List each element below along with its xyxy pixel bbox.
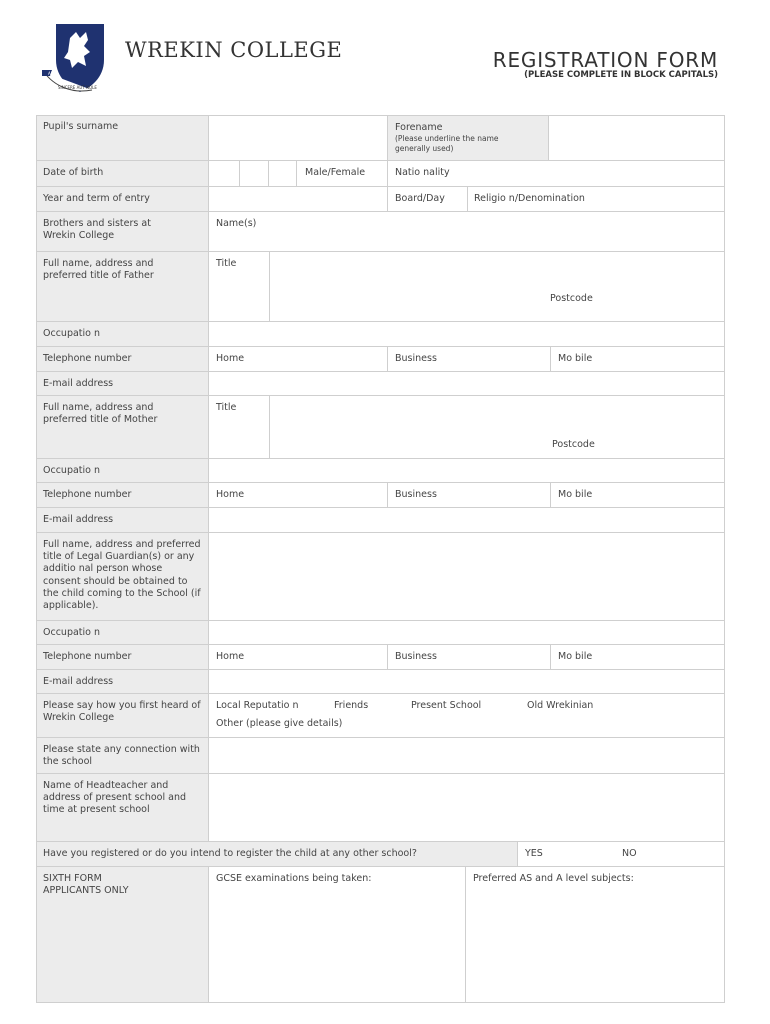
pupil-surname-label: Pupil's surname: [36, 115, 209, 161]
connection-label: Please state any connection with the school: [36, 738, 209, 774]
father-occupation-label: Occupatio n: [36, 322, 209, 347]
heard-label: Please say how you first heard of Wrekin College: [36, 694, 209, 738]
father-home-phone-field[interactable]: Home: [209, 347, 388, 372]
headteacher-field[interactable]: [209, 774, 725, 842]
mother-occupation-label: Occupatio n: [36, 459, 209, 483]
no-option[interactable]: NO: [622, 848, 637, 859]
guardian-email-field[interactable]: [209, 670, 725, 694]
option-present-school[interactable]: Present School: [411, 700, 482, 711]
guardian-mobile-field[interactable]: Mo bile: [551, 645, 725, 670]
crest-text: ADV: [48, 71, 57, 76]
guardian-occupation-label: Occupatio n: [36, 621, 209, 645]
guardian-email-label: E-mail address: [36, 670, 209, 694]
dob-month-field[interactable]: [240, 161, 269, 187]
siblings-names-field[interactable]: Name(s): [209, 212, 725, 252]
year-term-field[interactable]: [209, 187, 388, 212]
headteacher-label: Name of Headteacher and address of present school and time at present school: [36, 774, 209, 842]
mother-email-field[interactable]: [209, 508, 725, 533]
guardian-business-phone-field[interactable]: Business: [388, 645, 551, 670]
dob-year-field[interactable]: [269, 161, 297, 187]
option-friends[interactable]: Friends: [334, 700, 369, 711]
father-mobile-field[interactable]: Mo bile: [551, 347, 725, 372]
mother-telephone-label: Telephone number: [36, 483, 209, 508]
other-school-answer[interactable]: [518, 842, 725, 867]
mother-business-phone-field[interactable]: Business: [388, 483, 551, 508]
crest-motto: SINCERE AUT NOLE: [58, 85, 97, 90]
guardian-home-phone-field[interactable]: Home: [209, 645, 388, 670]
option-other-details[interactable]: Other (please give details): [216, 718, 343, 729]
form-subtitle: (PLEASE COMPLETE IN BLOCK CAPITALS): [524, 70, 718, 80]
pupil-surname-field[interactable]: [209, 115, 388, 161]
option-local-reputation[interactable]: Local Reputatio n: [216, 700, 299, 711]
form-title: REGISTRATION FORM: [492, 48, 718, 72]
mother-mobile-field[interactable]: Mo bile: [551, 483, 725, 508]
year-term-label: Year and term of entry: [36, 187, 209, 212]
yes-option[interactable]: YES: [525, 848, 543, 859]
heard-options-field[interactable]: [209, 694, 725, 738]
siblings-label: Brothers and sisters at Wrekin College: [36, 212, 209, 252]
father-postcode-label: Postcode: [550, 293, 593, 304]
father-occupation-field[interactable]: [209, 322, 725, 347]
forename-label: Forename (Please underline the name generally used): [388, 115, 549, 161]
connection-field[interactable]: [209, 738, 725, 774]
option-old-wrekinian[interactable]: Old Wrekinian: [527, 700, 594, 711]
mother-occupation-field[interactable]: [209, 459, 725, 483]
guardian-occupation-field[interactable]: [209, 621, 725, 645]
father-address-field[interactable]: [270, 252, 725, 322]
guardian-telephone-label: Telephone number: [36, 645, 209, 670]
forename-note: (Please underline the name generally used): [395, 134, 499, 153]
religion-field[interactable]: Religio n/Denomination: [468, 187, 725, 212]
guardian-label: Full name, address and preferred title of Legal Guardian(s) or any additio nal person whose consent should be obtained to the child coming to the School (if applicable).: [36, 533, 209, 621]
college-crest: [40, 20, 110, 96]
board-day-field[interactable]: Board/Day: [388, 187, 468, 212]
nationality-field[interactable]: Natio nality: [388, 161, 725, 187]
father-business-phone-field[interactable]: Business: [388, 347, 551, 372]
registration-form-grid: [36, 115, 725, 1003]
mother-address-field[interactable]: [270, 396, 725, 459]
college-name: WREKIN COLLEGE: [125, 38, 343, 62]
gcse-field[interactable]: GCSE examinations being taken:: [209, 867, 466, 1003]
male-female-field[interactable]: Male/Female: [297, 161, 388, 187]
father-title-field[interactable]: Title: [209, 252, 270, 322]
mother-email-label: E-mail address: [36, 508, 209, 533]
father-label: Full name, address and preferred title of Father: [36, 252, 209, 322]
guardian-details-field[interactable]: [209, 533, 725, 621]
father-email-field[interactable]: [209, 372, 725, 396]
sixth-form-label: SIXTH FORM APPLICANTS ONLY: [36, 867, 209, 1003]
mother-label: Full name, address and preferred title of Mother: [36, 396, 209, 459]
dob-day-field[interactable]: [209, 161, 240, 187]
mother-title-field[interactable]: Title: [209, 396, 270, 459]
mother-home-phone-field[interactable]: Home: [209, 483, 388, 508]
other-school-question: Have you registered or do you intend to register the child at any other school?: [36, 842, 518, 867]
preferred-subjects-field[interactable]: Preferred AS and A level subjects:: [466, 867, 725, 1003]
mother-postcode-label: Postcode: [552, 439, 595, 450]
forename-field[interactable]: [549, 115, 725, 161]
father-email-label: E-mail address: [36, 372, 209, 396]
father-telephone-label: Telephone number: [36, 347, 209, 372]
dob-label: Date of birth: [36, 161, 209, 187]
